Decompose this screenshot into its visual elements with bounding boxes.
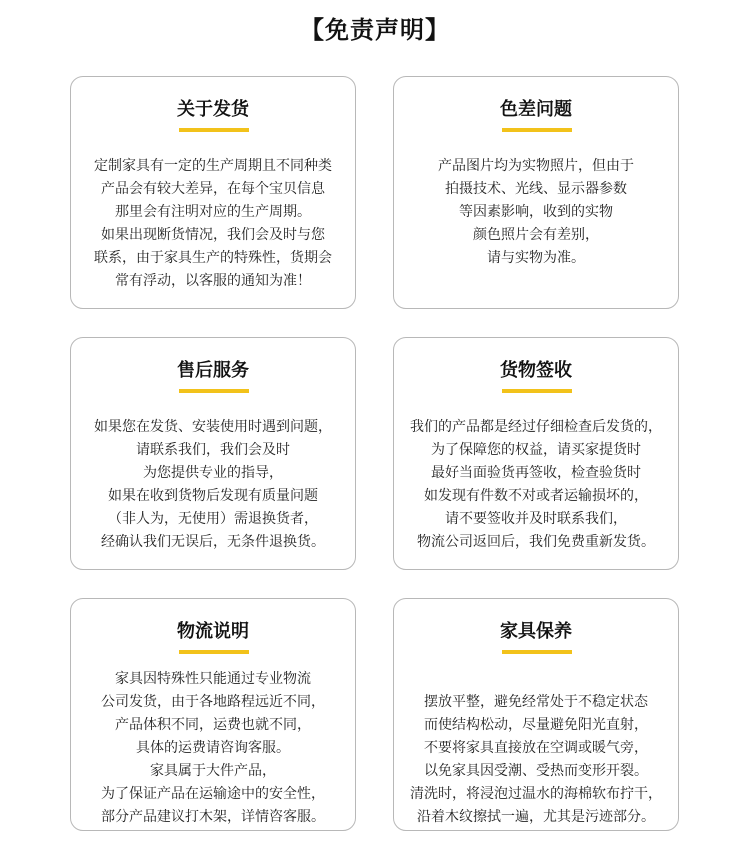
body-line: 摆放平整，避免经常处于不稳定状态 <box>424 694 648 710</box>
card-body <box>404 155 668 270</box>
card-after-sales <box>70 337 356 570</box>
card-title: 家具保养 <box>500 621 572 642</box>
body-line: 如果在收到货物后发现有质量问题 <box>108 488 318 504</box>
body-line: 经确认我们无误后，无条件退换货。 <box>101 534 325 550</box>
card-logistics <box>70 598 356 831</box>
body-line: 为了保障您的权益，请买家提货时 <box>431 442 641 458</box>
body-line: 为您提供专业的指导， <box>143 465 283 481</box>
body-line: 不要将家具直接放在空调或暖气旁， <box>424 740 648 756</box>
card-color-difference <box>393 76 679 309</box>
body-line: 如果您在发货、安装使用时遇到问题， <box>94 419 332 435</box>
body-line <box>404 668 668 691</box>
body-line: 请联系我们，我们会及时 <box>136 442 290 458</box>
card-body <box>81 668 345 829</box>
body-line: 产品图片均为实物照片，但由于 <box>438 158 634 174</box>
body-line: 拍摄技术、光线、显示器参数 <box>445 181 627 197</box>
card-furniture-care <box>393 598 679 831</box>
body-line: 请不要签收并及时联系我们， <box>445 511 627 527</box>
card-title: 关于发货 <box>177 99 249 120</box>
title-underline <box>179 650 249 654</box>
body-line: 产品会有较大差异，在每个宝贝信息 <box>101 181 325 197</box>
body-line: 等因素影响，收到的实物 <box>459 204 613 220</box>
body-line: 沿着木纹擦拭一遍，尤其是污迹部分。 <box>417 809 655 825</box>
body-line: 我们的产品都是经过仔细检查后发货的， <box>410 419 662 435</box>
body-line: 家具属于大件产品， <box>150 763 276 779</box>
body-line: 以免家具因受潮、受热而变形开裂。 <box>424 763 648 779</box>
card-title: 物流说明 <box>177 621 249 642</box>
card-body <box>404 416 668 554</box>
body-line: 最好当面验货再签收，检查验货时 <box>431 465 641 481</box>
body-line: 产品体积不同，运费也就不同， <box>115 717 311 733</box>
body-line: 如果出现断货情况，我们会及时与您 <box>101 227 325 243</box>
body-line: 如发现有件数不对或者运输损坏的， <box>424 488 648 504</box>
title-underline <box>502 650 572 654</box>
card-body <box>81 155 345 293</box>
title-underline <box>179 128 249 132</box>
card-goods-receipt <box>393 337 679 570</box>
title-underline <box>179 389 249 393</box>
card-title: 色差问题 <box>500 99 572 120</box>
body-line: 那里会有注明对应的生产周期。 <box>115 204 311 220</box>
body-line: 颜色照片会有差别， <box>473 227 599 243</box>
body-line: 定制家具有一定的生产周期且不同种类 <box>94 158 332 174</box>
body-line: 清洗时，将浸泡过温水的海棉软布拧干， <box>410 786 662 802</box>
body-line: 公司发货，由于各地路程远近不同， <box>101 694 325 710</box>
body-line: 具体的运费请咨询客服。 <box>136 740 290 756</box>
body-line: 部分产品建议打木架，详情咨客服。 <box>101 809 325 825</box>
title-underline <box>502 128 572 132</box>
body-line: 而使结构松动，尽量避免阳光直射， <box>424 717 648 733</box>
card-body <box>404 668 668 829</box>
card-title: 售后服务 <box>177 360 249 381</box>
body-line: （非人为，无使用）需退换货者， <box>108 511 318 527</box>
body-line: 联系，由于家具生产的特殊性，货期会 <box>94 250 332 266</box>
page-title: 【免责声明】 <box>300 16 450 44</box>
body-line: 请与实物为准。 <box>487 250 585 266</box>
title-underline <box>502 389 572 393</box>
body-line: 物流公司返回后，我们免费重新发货。 <box>417 534 655 550</box>
card-shipping <box>70 76 356 309</box>
body-line: 常有浮动，以客服的通知为准！ <box>115 273 311 289</box>
body-line: 为了保证产品在运输途中的安全性， <box>101 786 325 802</box>
body-line: 家具因特殊性只能通过专业物流 <box>115 671 311 687</box>
card-body <box>81 416 345 554</box>
card-title: 货物签收 <box>500 360 572 381</box>
